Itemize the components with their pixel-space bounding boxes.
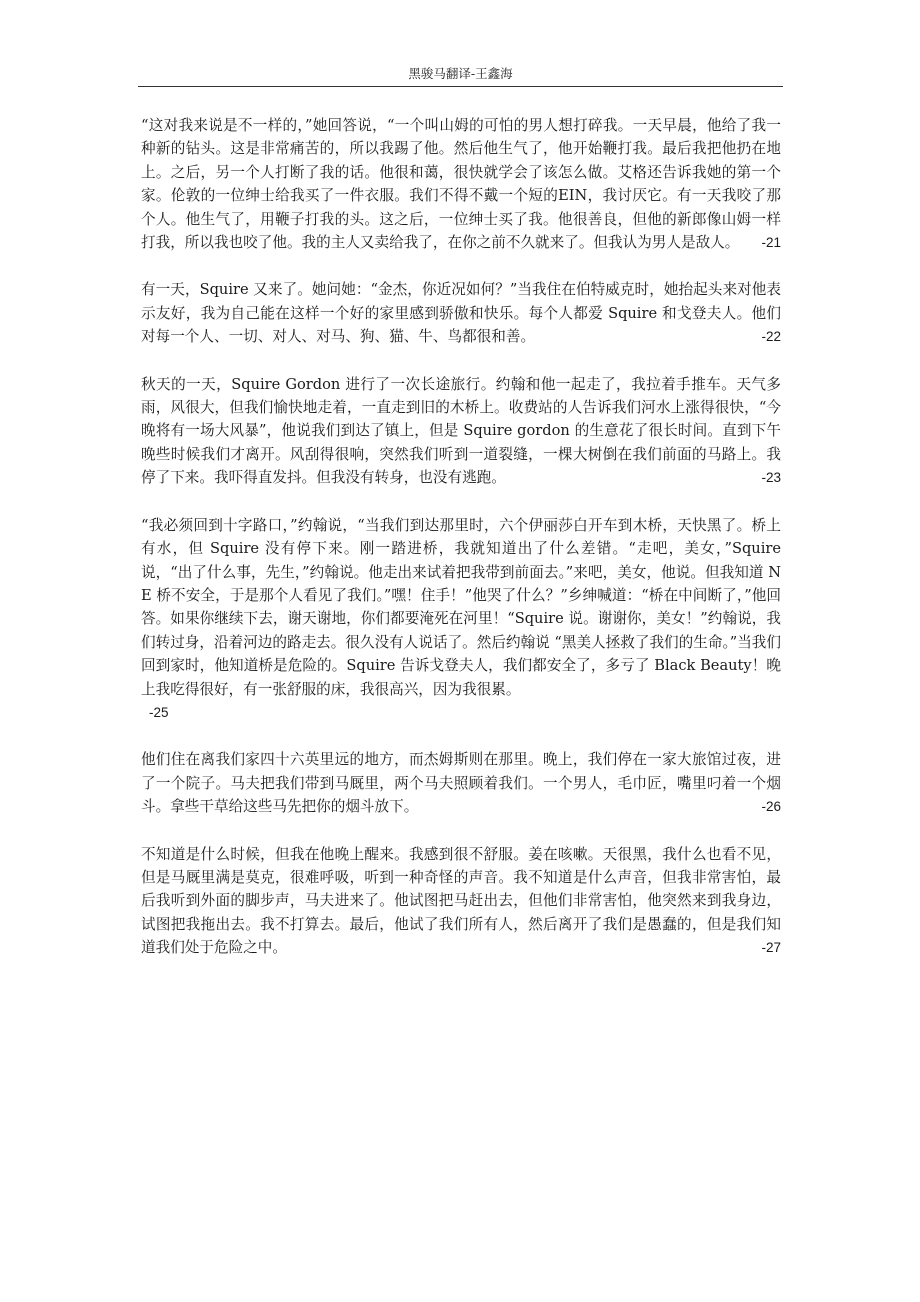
paragraph-25 — [141, 514, 781, 725]
page-number-label: -26 — [761, 799, 781, 815]
paragraph-text: 秋天的一天，Squire Gordon 进行了一次长途旅行。约翰和他一起走了，我拉着手推车。天气多雨，风很大，但我们愉快地走着，一直走到旧的木桥上。收费站的人告诉我们河水上涨得很快，“今晚将有一场大风暴”，他说我们到达了镇上，但是 Squire gordon 的生意花了很长时间。直到下午晚些时候我们才离开。风刮得很响，突然我们听到一道裂缝，一棵大树倒在我们前面的马路上。我停了下来。我吓得直发抖。但我没有转身，也没有逃跑。 — [141, 375, 781, 487]
page-number-label: -25 — [149, 704, 169, 720]
page-number-label: -27 — [761, 940, 781, 956]
document-body — [141, 114, 781, 984]
paragraph-21 — [141, 114, 781, 254]
page-number-label: -22 — [761, 329, 781, 345]
paragraph-text: 有一天，Squire 又来了。她问她：“金杰，你近况如何？”当我住在伯特威克时，她抬起头来对他表示友好，我为自己能在这样一个好的家里感到骄傲和快乐。每个人都爱 Squire 和戈登夫人。他们对每一个人、一切、对人、对马、狗、猫、牛、鸟都很和善。 — [141, 281, 781, 346]
header-title: 黑骏马翻译-王鑫海 — [408, 66, 513, 81]
paragraph-27 — [141, 843, 781, 960]
paragraph-text: 不知道是什么时候，但我在他晚上醒来。我感到很不舒服。姜在咳嗽。天很黑，我什么也看不见，但是马厩里满是莫克，很难呼吸，听到一种奇怪的声音。我不知道是什么声音，但我非常害怕，最后我听到外面的脚步声，马夫进来了。他试图把马赶出去，但他们非常害怕，他突然来到我身边，试图把我拖出去。我不打算去。最后，他试了我们所有人，然后离开了我们是愚蠢的，但是我们知道我们处于危险之中。 — [141, 845, 781, 957]
page-number-label: -23 — [761, 470, 781, 486]
paragraph-text: “我必须回到十字路口，”约翰说，“当我们到达那里时，六个伊丽莎白开车到木桥，天快黑了。桥上有水，但 Squire 没有停下来。刚一踏进桥，我就知道出了什么差错。“走吧，美女，”Squire 说，“出了什么事，先生，”约翰说。他走出来试着把我带到前面去。”来吧，美女，他说。但我知道 NE 桥不安全，于是那个人看见了我们。”嘿！住手！”他哭了什么？”乡绅喊道：“桥在中间断了，”他回答。如果你继续下去，谢天谢地，你们都要淹死在河里！“Squire 说。谢谢你，美女！”约翰说，我们转过身，沿着河边的路走去。很久没有人说话了。然后约翰说 “黑美人拯救了我们的生命。”当我们回到家时，他知道桥是危险的。Squire 告诉戈登夫人，我们都安全了，多亏了 Black Beauty！晚上我吃得很好，有一张舒服的床，我很高兴，因为我很累。 — [141, 516, 781, 698]
paragraph-26 — [141, 748, 781, 818]
page-number-label: -21 — [761, 235, 781, 251]
page-header — [138, 64, 783, 87]
paragraph-22 — [141, 278, 781, 348]
paragraph-23 — [141, 373, 781, 490]
paragraph-text: 他们住在离我们家四十六英里远的地方，而杰姆斯则在那里。晚上，我们停在一家大旅馆过夜，进了一个院子。马夫把我们带到马厩里，两个马夫照顾着我们。一个男人，毛巾匠，嘴里叼着一个烟斗。拿些干草给这些马先把你的烟斗放下。 — [141, 751, 781, 816]
paragraph-text: “这对我来说是不一样的，”她回答说，“一个叫山姆的可怕的男人想打碎我。一天早晨，他给了我一种新的钻头。这是非常痛苦的，所以我踢了他。然后他生气了，他开始鞭打我。最后我把他扔在地上。之后，另一个人打断了我的话。他很和蔼，很快就学会了该怎么做。艾格还告诉我她的第一个家。伦敦的一位绅士给我买了一件衣服。我们不得不戴一个短的EIN，我讨厌它。有一天我咬了那个人。他生气了，用鞭子打我的头。这之后，一位绅士买了我。他很善良，但他的新郎像山姆一样打我，所以我也咬了他。我的主人又卖给我了，在你之前不久就来了。但我认为男人是敌人。 — [141, 117, 781, 252]
